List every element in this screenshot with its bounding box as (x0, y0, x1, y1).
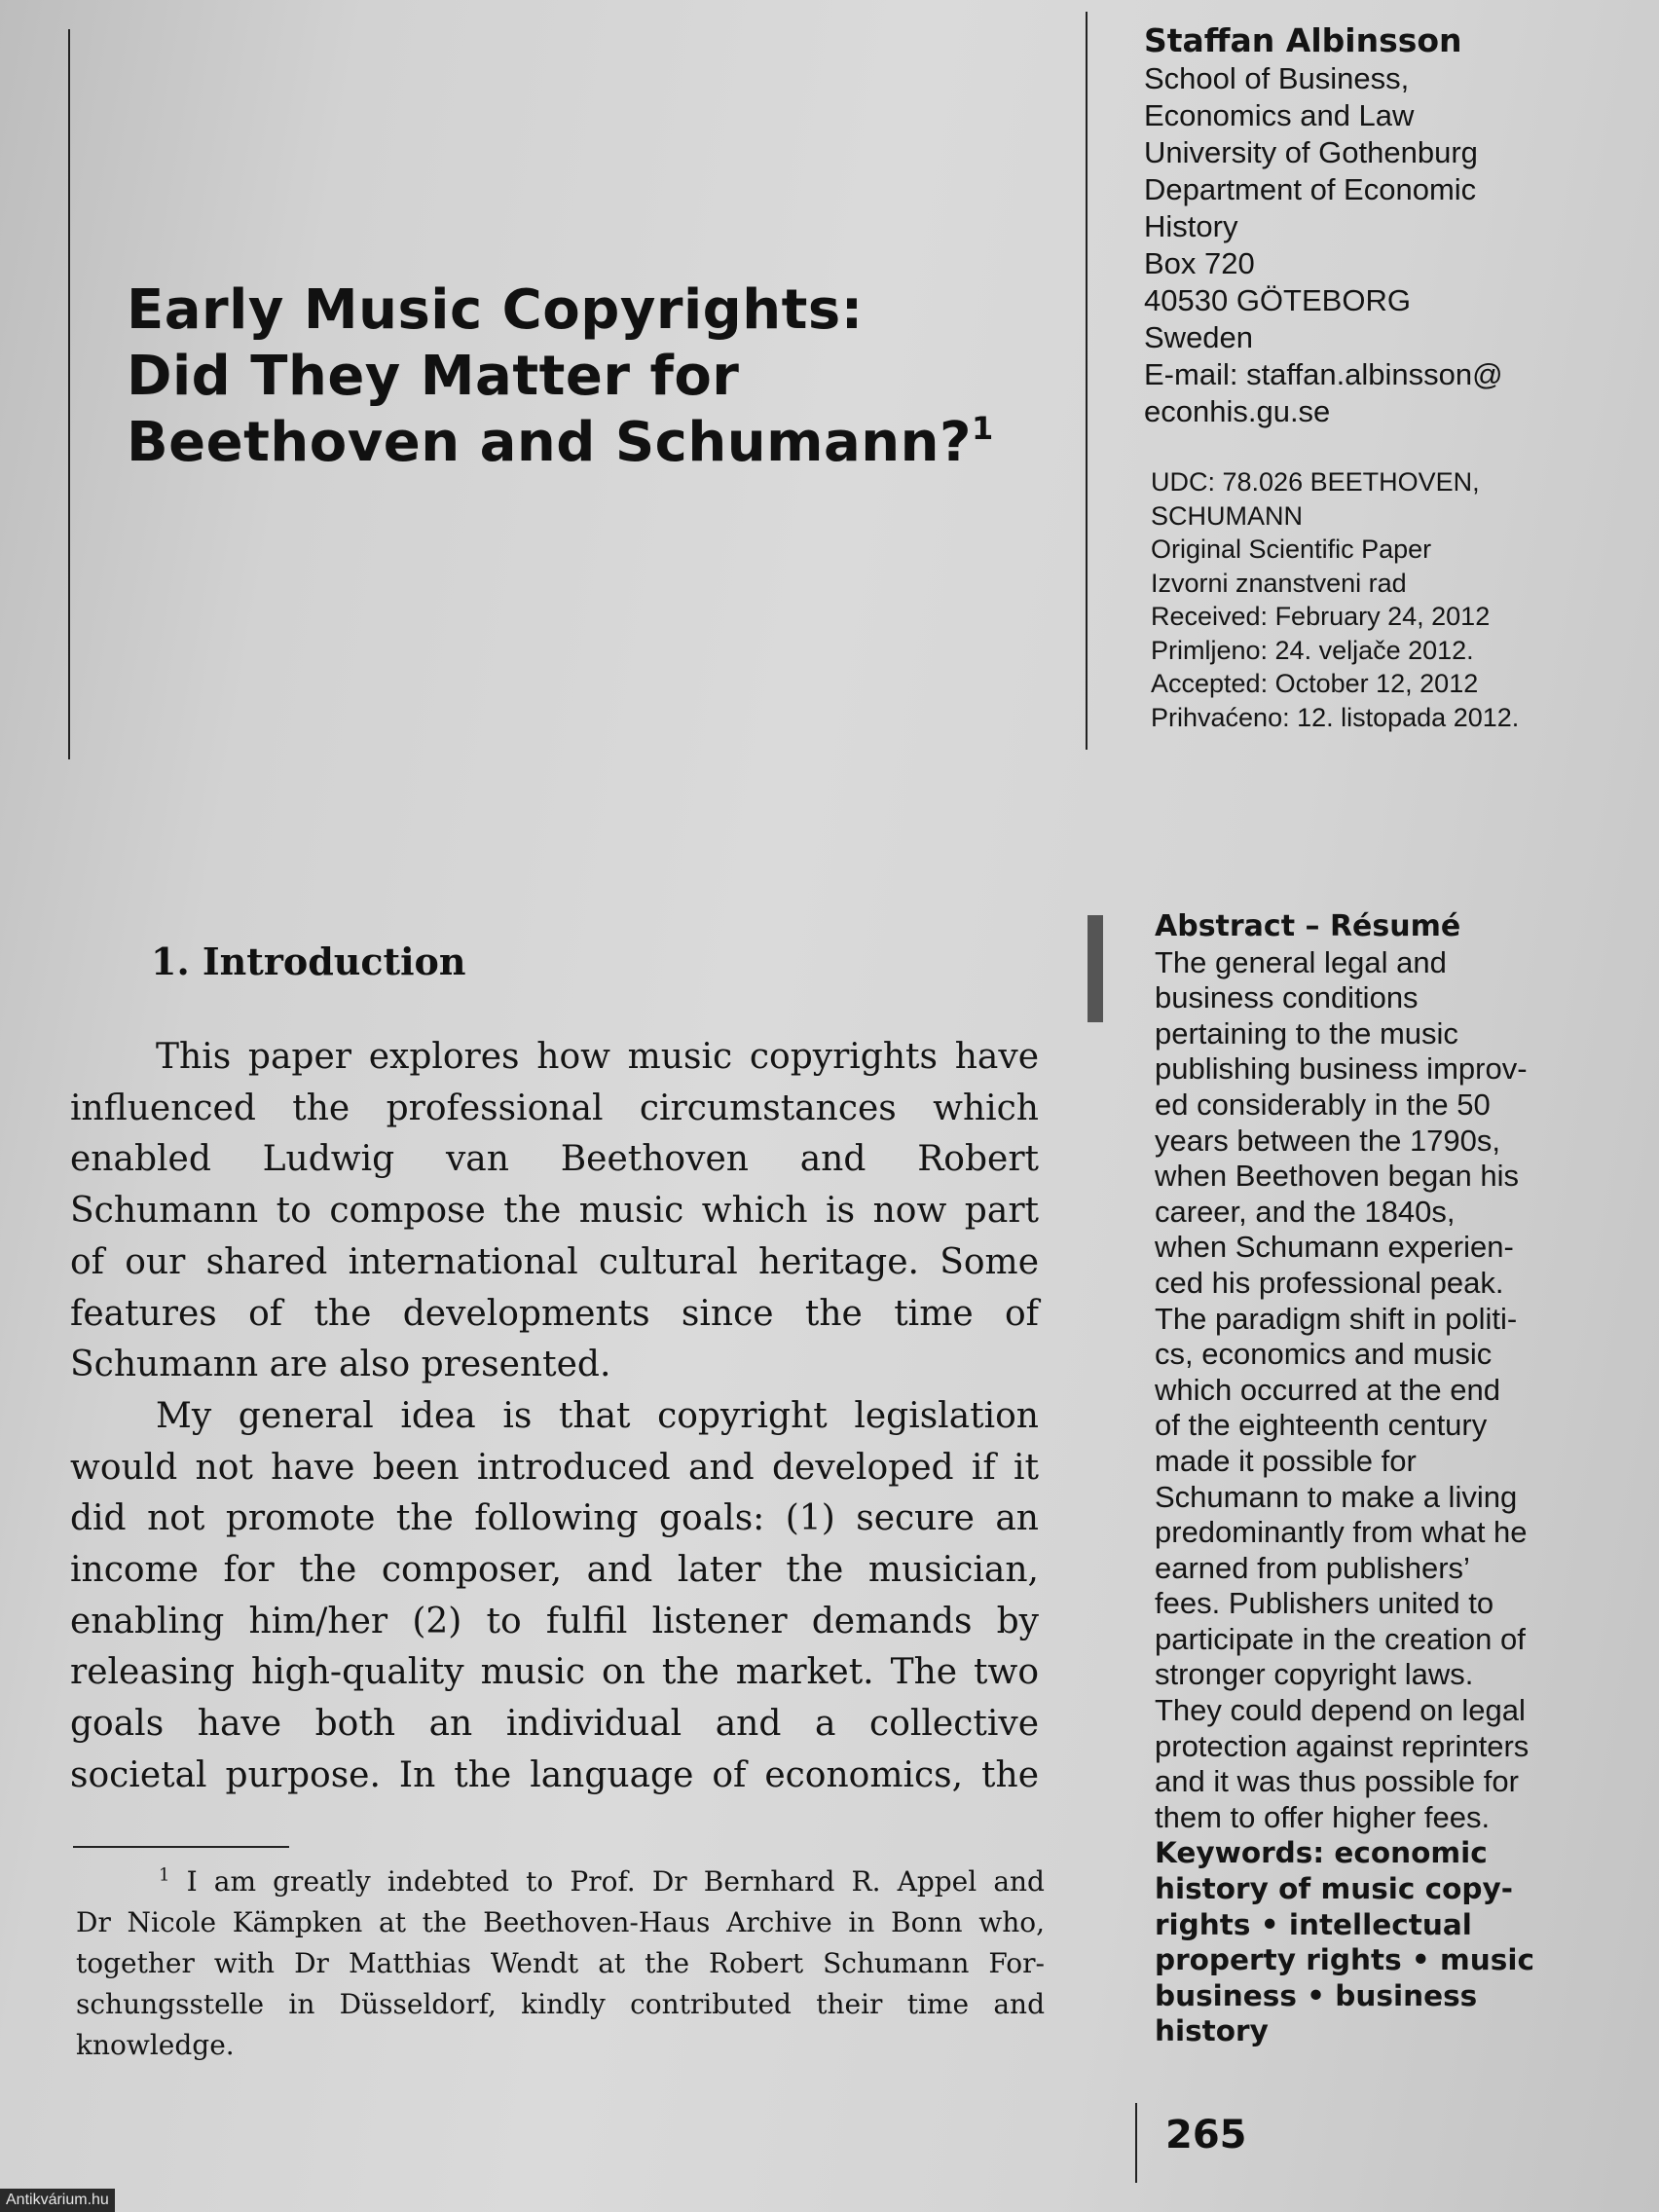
page-number: 265 (1165, 2113, 1247, 2157)
title-line: Did They Matter for (127, 345, 740, 408)
body-text (70, 1032, 1039, 1802)
abstract-line: Schumann to make a living (1155, 1479, 1518, 1514)
footnote-line: $^1$ I am greatly indebted to Prof. Dr Bernhard R. Appel and (159, 1864, 1045, 1898)
address-line: 40530 GÖTEBORG (1144, 283, 1411, 317)
footnote-line: Dr Nicole Kämpken at the Beethoven-Haus Archive in Bonn who, (76, 1906, 1045, 1938)
body-line: goals have both an individual and a collective (70, 1704, 1039, 1745)
address-line: Box 720 (1144, 246, 1255, 280)
email-line: E-mail: staffan.albinsson@ (1144, 357, 1503, 391)
abstract-line: when Beethoven began his (1155, 1159, 1520, 1194)
abstract-line: publishing business improv- (1155, 1051, 1528, 1087)
abstract (1155, 909, 1593, 2049)
abstract-line: They could depend on legal (1155, 1693, 1526, 1728)
keywords-line: history of music copy- (1155, 1872, 1513, 1906)
footnote-separator (73, 1846, 289, 1848)
body-line: My general idea is that copyright legislation (156, 1395, 1039, 1436)
metadata-line: Original Scientific Paper (1151, 535, 1432, 564)
body-line: influenced the professional circumstances which (70, 1088, 1039, 1128)
body-line: features of the developments since the time of (70, 1293, 1039, 1334)
abstract-line: The general legal and (1155, 944, 1447, 979)
metadata-line: Received: February 24, 2012 (1151, 602, 1491, 631)
metadata-line: Izvorni znanstveni rad (1151, 568, 1407, 598)
abstract-line: them to offer higher fees. (1155, 1799, 1491, 1834)
abstract-line: The paradigm shift in politi- (1155, 1301, 1518, 1336)
address-line: Department of Economic (1144, 172, 1477, 206)
metadata-line: Primljeno: 24. veljače 2012. (1151, 635, 1474, 665)
page-number-rule (1135, 2103, 1137, 2183)
keywords-line: Keywords: economic (1155, 1836, 1488, 1870)
abstract-line: predominantly from what he (1155, 1515, 1528, 1550)
address-line: University of Gothenburg (1144, 135, 1478, 169)
abstract-line: business conditions (1155, 980, 1419, 1015)
abstract-line: and it was thus possible for (1155, 1764, 1519, 1799)
abstract-line: stronger copyright laws. (1155, 1657, 1474, 1692)
keywords-line: business • business (1155, 1978, 1478, 2012)
title-line: Early Music Copyrights: (127, 278, 864, 342)
abstract-line: cs, economics and music (1155, 1337, 1493, 1372)
footnote (76, 1862, 1045, 2066)
title-line: Beethoven and Schumann?$^1$ (127, 410, 994, 474)
title-footnote-mark: 1 (971, 410, 994, 447)
metadata-line: Accepted: October 12, 2012 (1151, 669, 1479, 698)
watermark: Antikvárium.hu (0, 2189, 115, 2212)
email-line: econhis.gu.se (1144, 394, 1331, 428)
abstract-line: earned from publishers’ (1155, 1550, 1470, 1585)
abstract-line: of the eighteenth century (1155, 1408, 1488, 1443)
body-line: Schumann are also presented. (70, 1345, 611, 1385)
metadata-line: Prihvaćeno: 12. listopada 2012. (1151, 702, 1520, 732)
article-metadata (1151, 465, 1638, 734)
keywords-line: history (1155, 2014, 1269, 2048)
footnote-line: together with Dr Matthias Wendt at the Robert Schumann For- (76, 1947, 1045, 1979)
address-line: Economics and Law (1144, 98, 1415, 132)
keywords-line: rights • intellectual (1155, 1907, 1472, 1941)
footnote-line: schungsstelle in Düsseldorf, kindly contributed their time and (76, 1988, 1045, 2020)
title-left-rule (68, 29, 70, 759)
column-divider-rule (1086, 12, 1088, 750)
article-title (127, 277, 1081, 476)
body-line: Schumann to compose the music which is now part (70, 1191, 1039, 1232)
abstract-marker-bar (1088, 915, 1103, 1022)
abstract-heading: Abstract – Résumé (1155, 909, 1461, 943)
body-line: enabled Ludwig van Beethoven and Robert (70, 1139, 1039, 1180)
address-line: Sweden (1144, 320, 1254, 354)
abstract-line: which occurred at the end (1155, 1372, 1500, 1407)
abstract-line: participate in the creation of (1155, 1621, 1526, 1656)
abstract-line: career, and the 1840s, (1155, 1194, 1456, 1229)
body-line: releasing high-quality music on the market. The two (70, 1652, 1039, 1693)
section-heading: 1. Introduction (151, 940, 466, 983)
body-line: would not have been introduced and developed if it (70, 1447, 1039, 1488)
footnote-mark: 1 (159, 1864, 170, 1886)
abstract-line: when Schumann experien- (1155, 1230, 1514, 1265)
abstract-line: protection against reprinters (1155, 1728, 1530, 1763)
author-info (1144, 21, 1631, 430)
address-line: History (1144, 209, 1238, 243)
abstract-line: ced his professional peak. (1155, 1265, 1504, 1300)
footnote-line: knowledge. (76, 2029, 235, 2061)
metadata-line: UDC: 78.026 BEETHOVEN, (1151, 467, 1480, 497)
body-line: This paper explores how music copyrights have (156, 1037, 1039, 1077)
abstract-line: pertaining to the music (1155, 1015, 1458, 1051)
abstract-line: years between the 1790s, (1155, 1123, 1501, 1158)
abstract-line: made it possible for (1155, 1443, 1417, 1478)
address-line: School of Business, (1144, 61, 1410, 95)
metadata-line: SCHUMANN (1151, 500, 1304, 531)
body-line: income for the composer, and later the musician, (70, 1550, 1039, 1591)
body-line: enabling him/her (2) to fulfil listener demands by (70, 1601, 1039, 1641)
author-name: Staffan Albinsson (1144, 21, 1462, 59)
body-line: of our shared international cultural heritage. Some (70, 1241, 1039, 1282)
abstract-line: ed considerably in the 50 (1155, 1087, 1491, 1122)
keywords-line: property rights • music (1155, 1943, 1534, 1977)
body-line: did not promote the following goals: (1) secure an (70, 1498, 1039, 1539)
body-line: societal purpose. In the language of economics, the (70, 1754, 1039, 1795)
abstract-line: fees. Publishers united to (1155, 1586, 1494, 1621)
